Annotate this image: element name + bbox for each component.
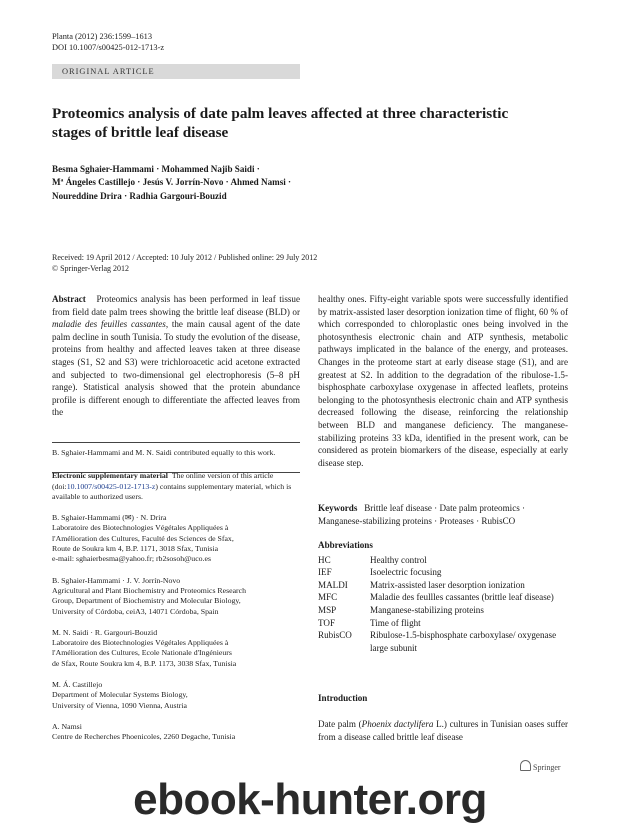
abbreviations: [318, 539, 568, 654]
affiliation-line: University of Vienna, 1090 Vienna, Austria: [52, 700, 187, 710]
footnote-divider-2: [52, 472, 300, 473]
affiliation-line: Group, Department of Biochemistry and Molecular Biology,: [52, 596, 241, 606]
author-line: Besma Sghaier-Hammami · Mohammed Najib Saidi ·: [52, 164, 260, 174]
publication-dates: [52, 253, 522, 274]
abbreviation-definition: Ribulose-1.5-bisphosphate carboxylase/ oxygenase large subunit: [370, 630, 557, 653]
affiliation-line: l'Amélioration des Cultures, Ecole Nationale d'Ingénieurs: [52, 648, 232, 658]
abbreviation-term: RubisCO: [318, 630, 352, 641]
publisher-name: Springer: [533, 763, 561, 772]
affiliation-line: Agricultural and Plant Biochemistry and Proteomics Research: [52, 585, 247, 595]
abstract-italic: maladie des feuilles cassantes: [52, 319, 166, 330]
abbreviation-definition: Healthy control: [370, 554, 427, 565]
abbreviation-row: [318, 604, 568, 617]
abbreviation-definition: Isoelectric focusing: [370, 567, 442, 578]
introduction-text: [318, 718, 568, 743]
footnotes: [52, 448, 300, 754]
affiliation-line: de Sfax, Route Soukra km 4, B.P. 1173, 3038 Sfax, Tunisia: [52, 658, 237, 668]
intro-text: L.) cultures in Tunisian oases suffer from a disease called brittle leaf disease: [318, 719, 569, 742]
affiliation-line: l'Amélioration des Cultures, Faculté des Sciences de Sfax,: [52, 533, 234, 543]
abbreviation-term: MALDI: [318, 579, 348, 590]
footnote-divider: [52, 442, 300, 443]
abbreviation-definition: Maladie des feullles cassantes (brittle leaf disease): [370, 592, 554, 603]
affiliation-line: Route de Soukra km 4, B.P. 1171, 3018 Sfax, Tunisia: [52, 544, 219, 554]
author-line: Mª Ángeles Castillejo · Jesús V. Jorrín-Novo · Ahmed Namsi ·: [52, 177, 292, 188]
abstract-left: [52, 293, 300, 419]
esm-text: The online version of this article (doi:: [52, 471, 274, 491]
abbreviation-row: [318, 579, 568, 592]
abbreviation-term: IEF: [318, 567, 332, 578]
affiliation-line: Department of Molecular Systems Biology,: [52, 690, 188, 700]
affiliation-line: University of Córdoba, ceiA3, 14071 Córdoba, Spain: [52, 606, 219, 616]
affiliation-block: [52, 628, 300, 669]
springer-horse-icon: [520, 760, 531, 771]
affiliation-line: A. Namsi: [52, 721, 82, 731]
copyright-line: © Springer-Verlag 2012: [52, 263, 130, 273]
affiliation-line: Centre de Recherches Phoenicoles, 2260 Degache, Tunisia: [52, 732, 236, 742]
intro-italic: Phoenix dactylifera: [361, 719, 434, 729]
article-type-banner: ORIGINAL ARTICLE: [52, 64, 300, 79]
abbreviation-row: [318, 617, 568, 630]
intro-text: Date palm (: [318, 719, 362, 729]
affiliation-line: M. Á. Castillejo: [52, 680, 103, 690]
abbreviation-definition: Time of flight: [370, 617, 421, 628]
publisher-logo: [520, 760, 561, 772]
affiliations: [52, 513, 300, 742]
doi-line: DOI 10.1007/s00425-012-1713-z: [52, 43, 165, 52]
keywords-label: Keywords: [318, 503, 358, 513]
keywords-text: Brittle leaf disease · Date palm proteomics · Manganese-stabilizing proteins · Proteases · RubisCO: [318, 503, 526, 526]
abbreviation-definition: Manganese-stabilizing proteins: [370, 604, 484, 615]
affiliation-line: B. Sghaier-Hammami (✉) · N. Drira: [52, 513, 167, 523]
contrib-note: B. Sghaier-Hammami and M. N. Saidi contributed equally to this work.: [52, 448, 276, 457]
article-title: Proteomics analysis of date palm leaves affected at three characteristic stages of brittle leaf disease: [52, 105, 509, 141]
journal-citation: Planta (2012) 236:1599–1613: [52, 32, 153, 41]
abbreviation-definition: Matrix-assisted laser desorption ionization: [370, 579, 525, 590]
keywords: [318, 502, 568, 527]
abbreviation-row: [318, 554, 568, 567]
journal-header: [52, 31, 164, 53]
abstract-text: , the main causal agent of the date palm decline in south Tunisia. To study the evolution of the disease, proteins from healthy and affected leaves taken at three disease stages (S1, S2 and S3) were trichloroacetic acid acetone extracted and subjected to two-dimensional gel electrophoresis (5–8 pH range). Statistical analysis showed that the protein abundance profile is different enough to differentiate the affected leaves from the: [52, 319, 300, 418]
affiliation-line: B. Sghaier-Hammami · J. V. Jorrín-Novo: [52, 575, 181, 585]
abbreviation-term: MFC: [318, 592, 338, 603]
affiliation-block: [52, 680, 300, 711]
abstract-right: healthy ones. Fifty-eight variable spots were successfully identified by matrix-assisted laser desorption ionization time of flight, 60 % of which corresponded to chloroplastic ones being involved in the photosynthesis electronic chain and ATP synthesis, metabolic pathways implicated in the balance of the energy, and proteases. Changes in the proteome start at early disease stage (S1), and are greatest at S2. In addition to the degradation of the ribulose-1.5-bisphosphate carboxylase oxygenase in affected leaflets, proteins belonging to the photosynthesis electronic chain and ATP synthesis decreased following the disease, reinforcing the relationship between BLD and manganese deficiency. The manganese-stabilizing proteins 33 kDa, identified in the present work, can be considered as protein biomarkers of the disease, especially at early disease step.: [318, 294, 568, 468]
esm-note: [52, 471, 300, 502]
affiliation-line: Laboratoire des Biotechnologies Végétales Appliquées à: [52, 523, 229, 533]
introduction-heading: Introduction: [318, 693, 368, 703]
abbreviations-table: [318, 554, 568, 655]
affiliation-line: Laboratoire des Biotechnologies Végétales Appliquées à: [52, 638, 229, 648]
abbreviation-term: TOF: [318, 617, 336, 628]
author-list: [52, 163, 522, 203]
abbreviation-term: MSP: [318, 604, 337, 615]
abstract-text: Proteomics analysis has been performed in leaf tissue from field date palm trees showing the brittle leaf disease (BLD) or: [52, 294, 300, 317]
affiliation-block: [52, 576, 300, 617]
affiliation-line: e-mail: sghaierbesma@yahoo.fr; rb2sosoh@uco.es: [52, 554, 211, 564]
affiliation-block: [52, 513, 300, 564]
esm-doi-link[interactable]: 10.1007/s00425-012-1713-z: [66, 481, 156, 491]
esm-text: ) contains supplementary material, which is available to authorized users.: [52, 481, 292, 501]
abstract-label: Abstract: [52, 294, 86, 304]
abbreviation-row: [318, 629, 568, 654]
abbreviations-heading: Abbreviations: [318, 540, 373, 550]
affiliation-block: [52, 722, 300, 743]
affiliation-line: M. N. Saidi · R. Gargouri-Bouzid: [52, 627, 158, 637]
abbreviation-row: [318, 566, 568, 579]
dates-line: Received: 19 April 2012 / Accepted: 10 July 2012 / Published online: 29 July 2012: [52, 253, 318, 262]
watermark: ebook-hunter.org: [133, 775, 487, 824]
abbreviation-row: [318, 591, 568, 604]
abbreviation-term: HC: [318, 554, 331, 565]
esm-label: Electronic supplementary material: [52, 471, 168, 481]
author-line: Noureddine Drira · Radhia Gargouri-Bouzid: [52, 190, 227, 201]
